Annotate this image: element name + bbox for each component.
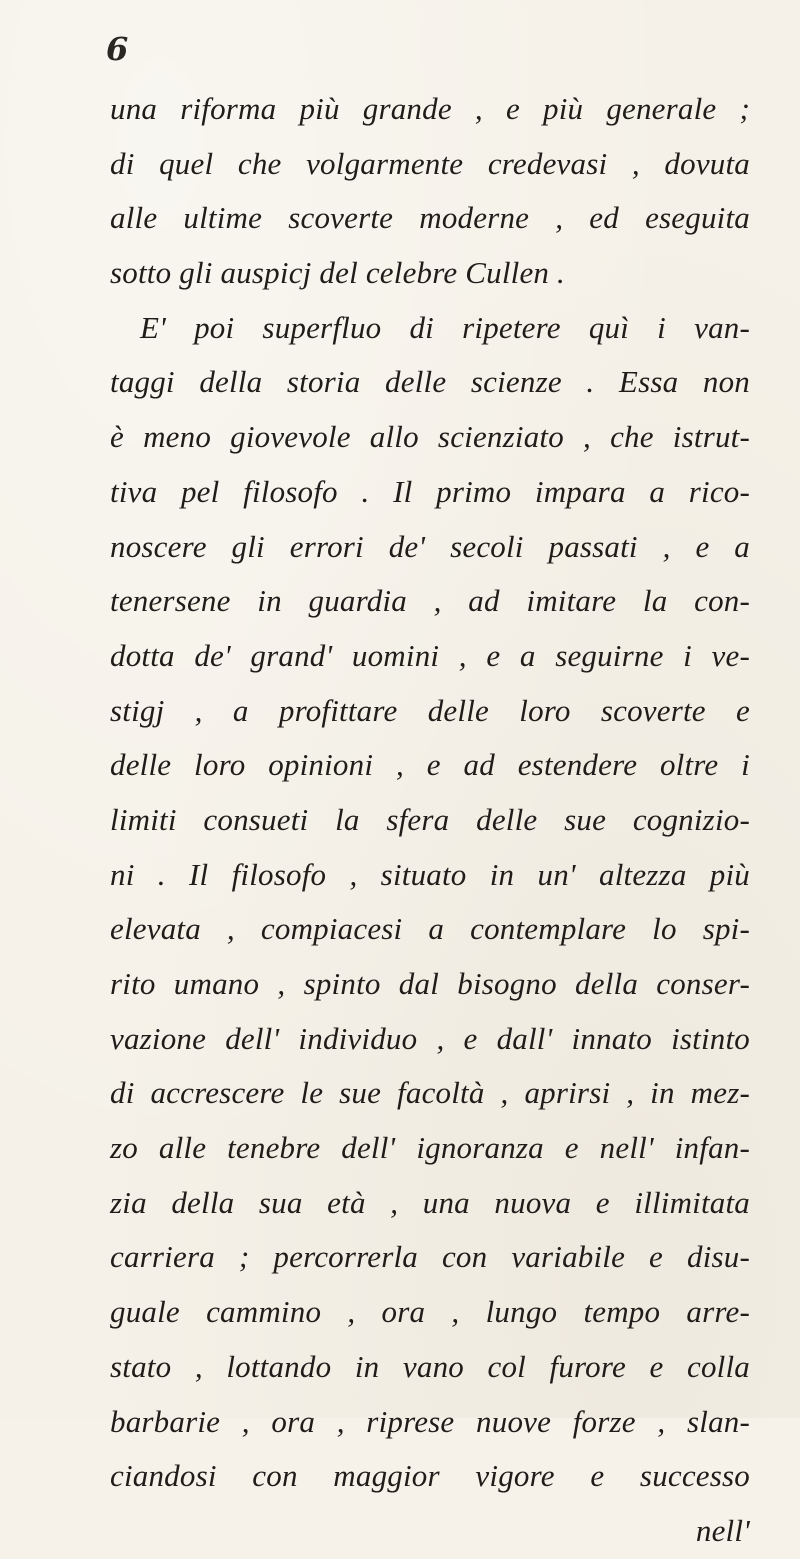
text-line: carriera ; percorrerla con variabile e disu- [110,1239,750,1275]
text-line: barbarie , ora , riprese nuove forze , slan- [110,1403,750,1439]
page-number: 6 [106,30,129,68]
text-line: guale cammino , ora , lungo tempo arre- [110,1294,750,1330]
text-line: zia della sua età , una nuova e illimitata [110,1184,750,1220]
text-line: zo alle tenebre dell' ignoranza e nell' infan- [110,1130,750,1166]
text-line: alle ultime scoverte moderne , ed eseguita [110,200,750,236]
text-line: E' poi superfluo di ripetere quì i van- [140,309,750,345]
text-line: tiva pel filosofo . Il primo impara a rico- [110,473,750,509]
text-line: noscere gli errori de' secoli passati , e a [110,528,750,564]
text-line: una riforma più grande , e più generale ; [110,91,750,126]
text-line: di quel che volgarmente credevasi , dovuta [110,145,750,181]
text-line: limiti consueti la sfera delle sue cognizio- [110,801,750,837]
text-line: delle loro opinioni , e ad estendere oltre i [110,747,750,783]
text-line: stigj , a profittare delle loro scoverte e [110,692,750,728]
text-line: elevata , compiacesi a contemplare lo spi- [110,911,750,947]
text-line: stato , lottando in vano col furore e colla [110,1348,750,1384]
text-line: taggi della storia delle scienze . Essa non [110,364,750,400]
text-line: è meno giovevole allo scienziato , che istrut- [110,419,750,455]
body-text [110,82,750,1559]
text-line: rito umano , spinto dal bisogno della conser- [110,966,750,1001]
text-line: di accrescere le sue facoltà , aprirsi , in mez- [110,1075,750,1111]
text-line: ciandosi con maggior vigore e successo [110,1458,750,1494]
catchword: nell' [695,1512,750,1548]
text-line: vazione dell' individuo , e dall' innato istinto [110,1020,750,1056]
text-line: ni . Il filosofo , situato in un' altezza più [110,856,750,892]
text-line: tenersene in guardia , ad imitare la con- [110,583,750,619]
text-line: sotto gli auspicj del celebre Cullen . [110,255,566,291]
text-line: dotta de' grand' uomini , e a seguirne i ve- [110,637,750,673]
